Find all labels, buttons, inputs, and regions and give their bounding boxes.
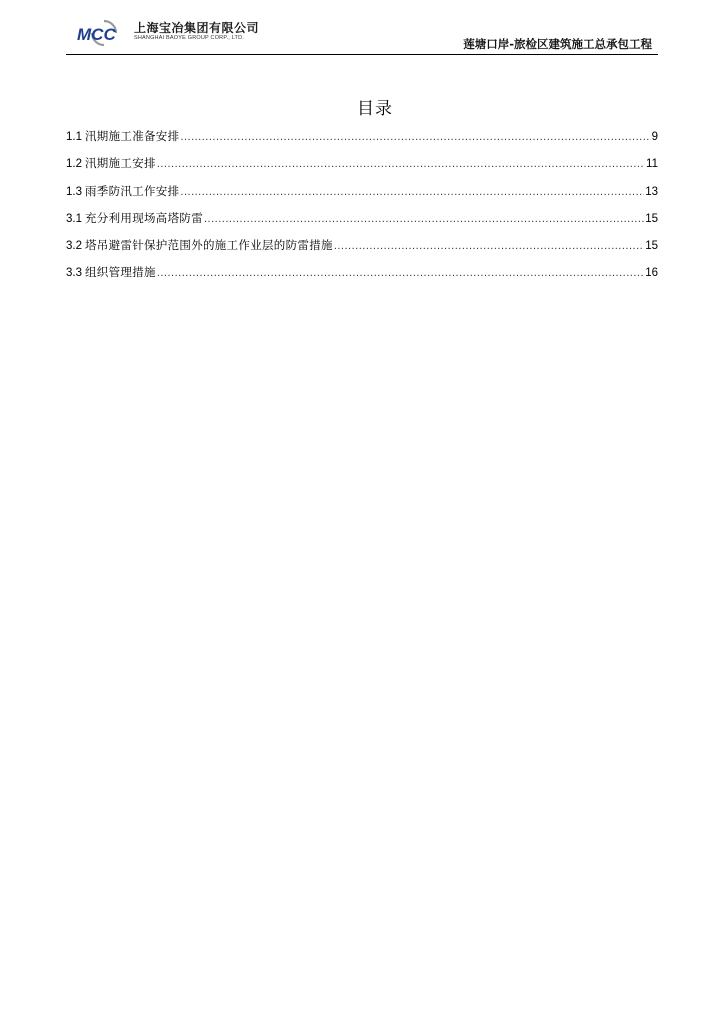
toc-entry[interactable] [66, 154, 658, 181]
company-name-cn: 上海宝冶集团有限公司 [134, 21, 260, 35]
toc-entry-number: 1.2 [66, 158, 82, 171]
toc-dot-leader [157, 264, 644, 282]
toc-entry-title: 塔吊避雷针保护范围外的施工作业层的防雷措施 [85, 238, 333, 253]
toc-entry[interactable] [66, 127, 658, 154]
toc-entry-page: 15 [645, 212, 658, 225]
toc-entry-page: 16 [645, 267, 658, 280]
toc-entry-number: 1.3 [66, 185, 82, 198]
mcc-logo-icon [76, 18, 132, 48]
toc-entry-title: 汛期施工准备安排 [85, 129, 180, 143]
toc-entry-number: 3.2 [66, 240, 82, 253]
toc-entry[interactable] [66, 209, 658, 236]
toc-entry-title: 汛期施工安排 [85, 156, 156, 171]
toc-entry-number: 3.1 [66, 212, 82, 225]
toc-dot-leader [334, 237, 644, 255]
toc-entry-page: 13 [645, 185, 658, 198]
toc-entry-number: 3.3 [66, 267, 82, 280]
toc-entry[interactable] [66, 182, 658, 209]
toc-entry-page: 9 [651, 131, 658, 143]
toc-entry-title: 充分利用现场高塔防雷 [85, 210, 203, 225]
toc-dot-leader [204, 210, 644, 228]
toc-entry-title: 雨季防汛工作安排 [85, 183, 180, 198]
toc-entry[interactable] [66, 236, 658, 263]
toc-title: 目录 [357, 99, 393, 119]
toc-dot-leader [180, 183, 644, 201]
toc-dot-leader [157, 155, 645, 173]
toc-entry-number: 1.1 [66, 131, 82, 143]
toc-entry-page: 11 [646, 158, 658, 171]
project-title: 莲塘口岸-旅检区建筑施工总承包工程 [463, 37, 652, 51]
table-of-contents [66, 127, 658, 291]
toc-entry-title: 组织管理措施 [85, 265, 156, 280]
page-header [66, 14, 658, 55]
company-name-en: SHANGHAI BAOYE GROUP CORP., LTD. [134, 35, 245, 41]
toc-entry-page: 15 [645, 240, 658, 253]
company-logo [76, 16, 260, 48]
toc-entry[interactable] [66, 263, 658, 290]
svg-text:MCC: MCC [77, 25, 116, 44]
toc-dot-leader [180, 128, 650, 146]
